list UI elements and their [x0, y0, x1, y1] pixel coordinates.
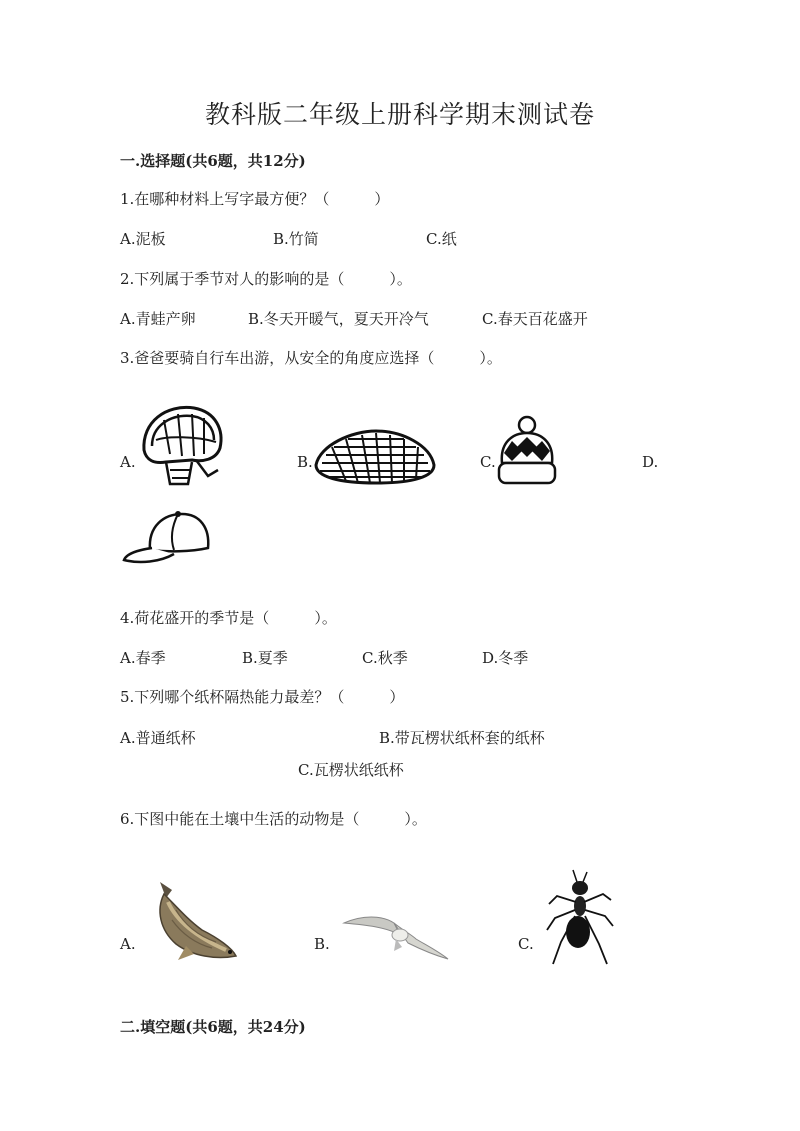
q6-option-a[interactable]: A.	[120, 935, 136, 953]
straw-hat-icon	[312, 425, 438, 487]
fish-icon	[146, 880, 242, 964]
q5-option-a[interactable]: A.普通纸杯	[120, 729, 196, 747]
q6-option-b[interactable]: B.	[314, 935, 330, 953]
q1-option-a[interactable]: A.泥板	[120, 230, 166, 248]
q2-option-c[interactable]: C.春天百花盛开	[482, 310, 588, 328]
q3-option-c[interactable]: C.	[480, 453, 496, 471]
page-title: 教科版二年级上册科学期末测试卷	[204, 100, 595, 129]
question-5: 5.下列哪个纸杯隔热能力最差？（ ）	[120, 688, 405, 706]
q1-option-b[interactable]: B.竹简	[273, 230, 319, 248]
q5-option-c[interactable]: C.瓦楞状纸纸杯	[298, 761, 404, 779]
knit-beanie-icon	[494, 415, 560, 487]
section-heading-choice: 一.选择题(共6题，共12分)	[120, 152, 306, 170]
q6-option-c[interactable]: C.	[518, 935, 534, 953]
question-4: 4.荷花盛开的季节是（ ）。	[120, 609, 337, 627]
baseball-cap-icon	[120, 508, 212, 568]
seagull-icon	[342, 905, 452, 961]
ant-icon	[543, 866, 617, 970]
section-heading-fill: 二.填空题(共6题，共24分)	[120, 1018, 306, 1036]
q2-option-a[interactable]: A.青蛙产卵	[120, 310, 196, 328]
question-2: 2.下列属于季节对人的影响的是（ ）。	[120, 270, 412, 288]
q5-option-b[interactable]: B.带瓦楞状纸杯套的纸杯	[379, 729, 545, 747]
q4-option-b[interactable]: B.夏季	[242, 649, 288, 667]
q3-option-d[interactable]: D.	[642, 453, 659, 471]
q4-option-a[interactable]: A.春季	[120, 649, 166, 667]
q3-option-a[interactable]: A.	[120, 453, 136, 471]
q4-option-c[interactable]: C.秋季	[362, 649, 408, 667]
q3-option-b[interactable]: B.	[297, 453, 313, 471]
question-3: 3.爸爸要骑自行车出游，从安全的角度应选择（ ）。	[120, 349, 502, 367]
question-1: 1.在哪种材料上写字最方便？（ ）	[120, 190, 390, 208]
q1-option-c[interactable]: C.纸	[426, 230, 457, 248]
bike-helmet-icon	[136, 400, 228, 492]
question-6: 6.下图中能在土壤中生活的动物是（ ）。	[120, 810, 427, 828]
q4-option-d[interactable]: D.冬季	[482, 649, 529, 667]
q2-option-b[interactable]: B.冬天开暖气，夏天开冷气	[248, 310, 429, 328]
